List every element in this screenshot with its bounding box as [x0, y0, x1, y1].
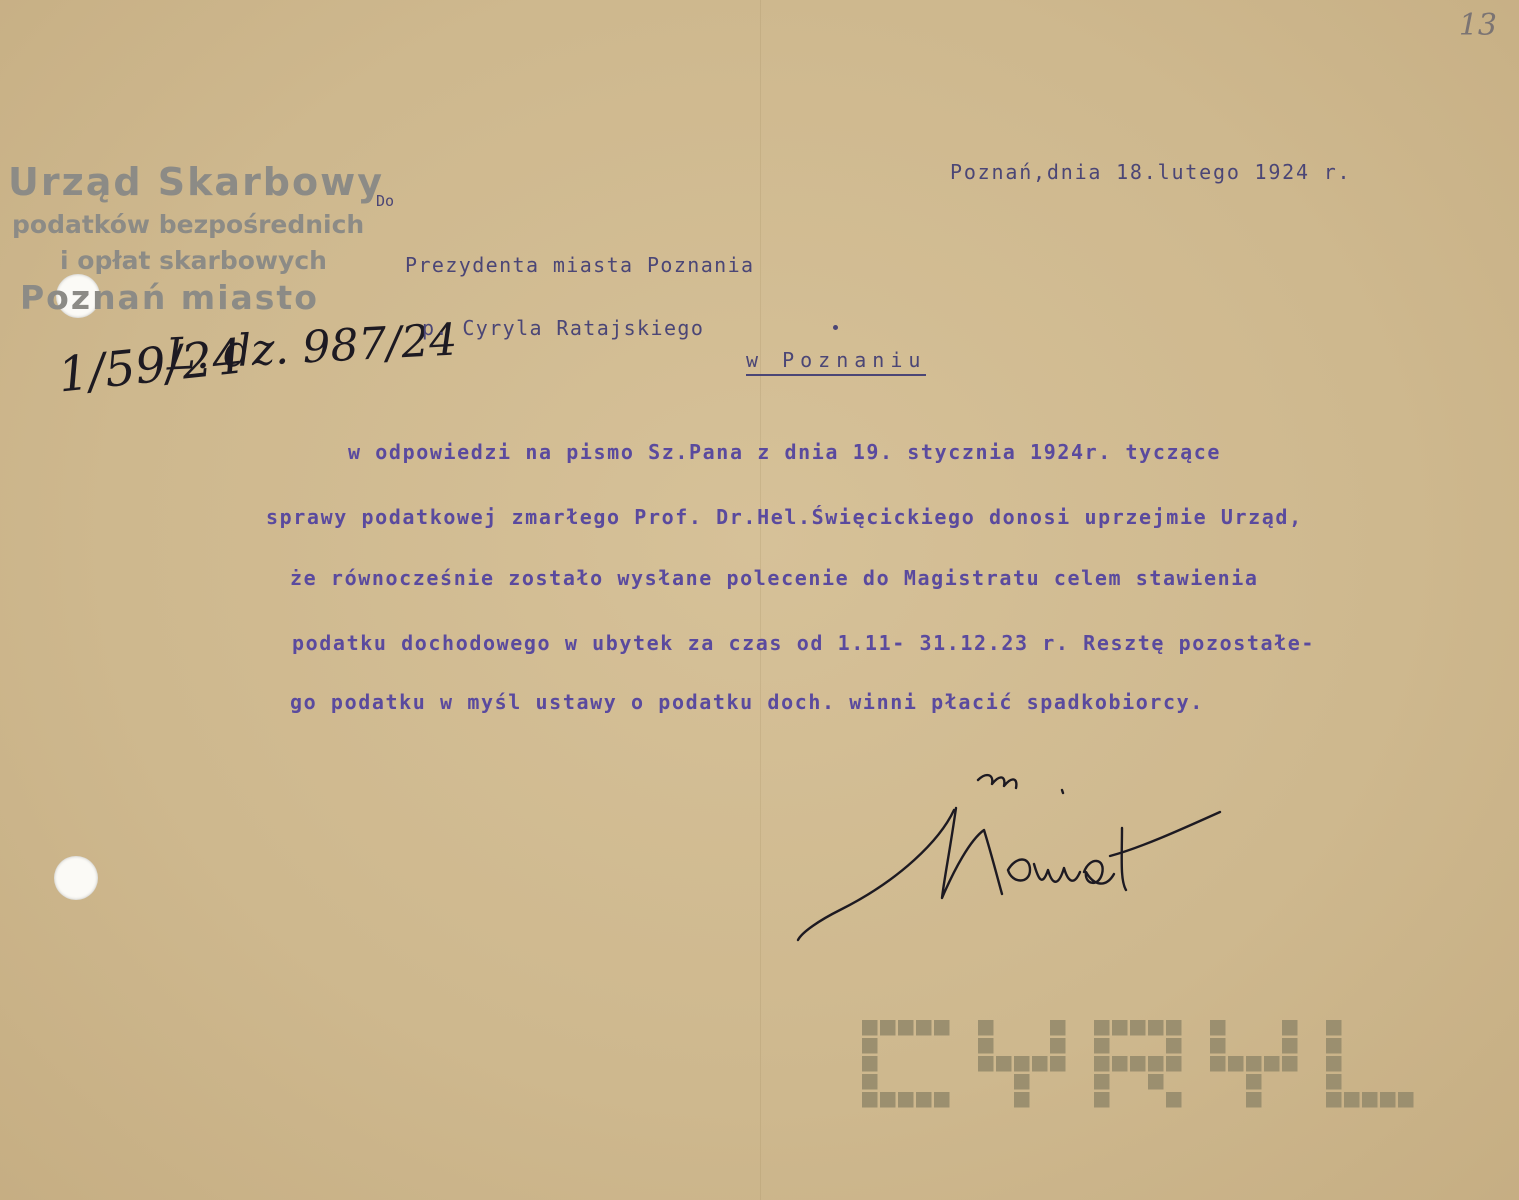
watermark-pixel — [916, 1092, 932, 1108]
body-line-3: że równocześnie zostało wysłane polecenie do Magistratu celem stawienia — [290, 566, 1259, 590]
watermark-pixel — [1130, 1020, 1146, 1036]
watermark-pixel — [1094, 1020, 1110, 1036]
watermark-pixel — [1282, 1056, 1298, 1072]
watermark-pixel — [1148, 1020, 1164, 1036]
watermark-pixel — [1032, 1056, 1048, 1072]
watermark-pixel — [1264, 1056, 1280, 1072]
watermark-pixel — [1326, 1074, 1342, 1090]
watermark-pixel — [1344, 1092, 1360, 1108]
stray-dot — [833, 325, 838, 330]
cyryl-watermark — [862, 1020, 1462, 1120]
watermark-pixel — [1380, 1092, 1396, 1108]
watermark-pixel — [1210, 1020, 1226, 1036]
watermark-pixel — [1094, 1038, 1110, 1054]
file-number: 1/59/24 — [55, 328, 246, 404]
stamp-line-1: Urząd Skarbowy — [8, 160, 384, 204]
watermark-pixel — [1112, 1020, 1128, 1036]
watermark-pixel — [862, 1092, 878, 1108]
watermark-pixel — [1166, 1056, 1182, 1072]
reference-number: L. dz. 987/24 — [164, 314, 459, 381]
watermark-pixel — [862, 1020, 878, 1036]
body-line-4: podatku dochodowego w ubytek za czas od 1.11- 31.12.23 r. Resztę pozostałe- — [292, 631, 1316, 655]
watermark-pixel — [934, 1020, 950, 1036]
watermark-pixel — [1282, 1020, 1298, 1036]
watermark-pixel — [1398, 1092, 1414, 1108]
page-number: 13 — [1458, 8, 1497, 43]
watermark-pixel — [1326, 1038, 1342, 1054]
watermark-pixel — [1148, 1074, 1164, 1090]
watermark-pixel — [1166, 1038, 1182, 1054]
body-line-5: go podatku w myśl ustawy o podatku doch. winni płacić spadkobiorcy. — [290, 690, 1204, 714]
stamp-line-4: Poznań miasto — [20, 278, 319, 317]
recipient-line-1: Prezydenta miasta Poznania — [405, 253, 755, 277]
watermark-pixel — [898, 1020, 914, 1036]
watermark-pixel — [978, 1056, 994, 1072]
punch-hole-bottom — [54, 856, 98, 900]
stamp-line-2: podatków bezpośrednich — [12, 210, 365, 239]
watermark-pixel — [1014, 1056, 1030, 1072]
watermark-pixel — [1094, 1056, 1110, 1072]
watermark-pixel — [1050, 1020, 1066, 1036]
watermark-pixel — [1094, 1074, 1110, 1090]
watermark-pixel — [1166, 1020, 1182, 1036]
watermark-pixel — [978, 1038, 994, 1054]
watermark-pixel — [1246, 1074, 1262, 1090]
paper-fold — [760, 0, 761, 1200]
watermark-pixel — [1050, 1038, 1066, 1054]
watermark-pixel — [978, 1020, 994, 1036]
body-line-1: w odpowiedzi na pismo Sz.Pana z dnia 19. stycznia 1924r. tyczące — [348, 440, 1222, 464]
watermark-pixel — [916, 1020, 932, 1036]
watermark-pixel — [1148, 1056, 1164, 1072]
date-line: Poznań,dnia 18.lutego 1924 r. — [950, 160, 1352, 184]
watermark-pixel — [1362, 1092, 1378, 1108]
watermark-pixel — [1166, 1092, 1182, 1108]
watermark-pixel — [1228, 1056, 1244, 1072]
recipient-line-2: p. Cyryla Ratajskiego — [422, 316, 705, 340]
watermark-pixel — [880, 1020, 896, 1036]
recipient-to: Do — [376, 192, 395, 210]
watermark-pixel — [1246, 1056, 1262, 1072]
watermark-pixel — [1014, 1092, 1030, 1108]
watermark-pixel — [1246, 1092, 1262, 1108]
watermark-pixel — [1112, 1056, 1128, 1072]
watermark-pixel — [862, 1056, 878, 1072]
watermark-pixel — [1094, 1092, 1110, 1108]
watermark-pixel — [862, 1074, 878, 1090]
watermark-pixel — [1326, 1020, 1342, 1036]
watermark-pixel — [1326, 1056, 1342, 1072]
watermark-pixel — [1210, 1056, 1226, 1072]
watermark-pixel — [1282, 1038, 1298, 1054]
watermark-pixel — [862, 1038, 878, 1054]
watermark-pixel — [934, 1092, 950, 1108]
watermark-pixel — [898, 1092, 914, 1108]
stamp-line-3: i opłat skarbowych — [60, 246, 327, 275]
watermark-pixel — [1326, 1092, 1342, 1108]
watermark-pixel — [1210, 1038, 1226, 1054]
watermark-pixel — [996, 1056, 1012, 1072]
watermark-pixel — [1050, 1056, 1066, 1072]
watermark-pixel — [1130, 1056, 1146, 1072]
watermark-pixel — [880, 1092, 896, 1108]
watermark-pixel — [1014, 1074, 1030, 1090]
recipient-line-3: w Poznaniu — [746, 348, 926, 376]
body-line-2: sprawy podatkowej zmarłego Prof. Dr.Hel.Święcickiego donosi uprzejmie Urząd, — [266, 505, 1303, 529]
handwritten-signature — [780, 760, 1240, 950]
